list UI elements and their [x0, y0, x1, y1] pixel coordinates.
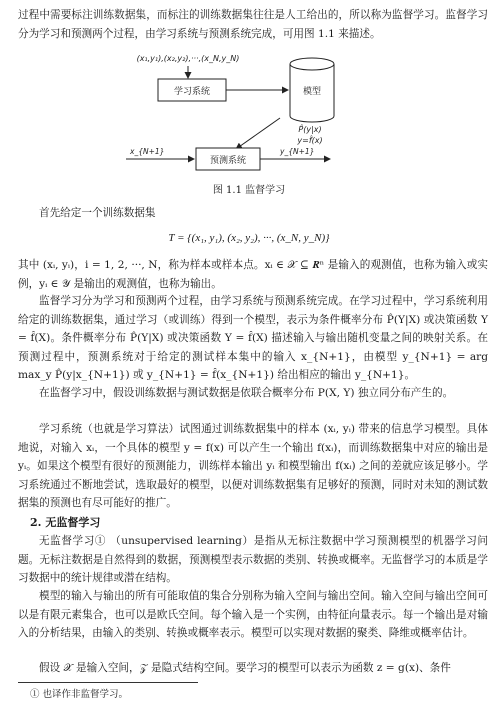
paragraph-input-output-space: 模型的输入与输出的所有可能取值的集合分别称为输入空间与输出空间。输入空间与输出空间可以是有限元素集合，也可以是欧氏空间。每个输入是一个实例，由特征向量表示。每一个输出是对输入的分析结果，由输入的类别、转换或概率表示。模型可以实现对数据的聚类、降维或概率估计。: [18, 590, 488, 639]
paragraph-learning-prediction: 监督学习分为学习和预测两个过程，由学习系统与预测系统完成。在学习过程中，学习系统利用给定的训练数据集，通过学习（或训练）得到一个模型，表示为条件概率分布 P̂(Y|X) 或决策函数 Y = f̂(X)。条件概率分布 P̂(Y|X) 或决策函数 Y = f̂(X) 描述输入与输出随机变量之间的映射关系。在预测过程中，预测系统对于给定的测试样本集中的输入 x_{N+1}，由模型 y_{N+1} = arg max_y P̂(y|x_{N+1}) 或 y_{N+1} = f̂(x_{N+1}) 给出相应的输出 y_{N+1}。: [18, 295, 488, 381]
paragraph-intro: 过程中需要标注训练数据集，而标注的训练数据集往往是人工给出的，所以称为监督学习。监督学习分为学习和预测两个过程，由学习系统与预测系统完成，可用图 1.1 来描述。: [18, 9, 488, 40]
paragraph-training-set: 首先给定一个训练数据集: [39, 207, 156, 219]
footnote-divider: [18, 682, 198, 683]
input-label: x_{N+1}: [130, 147, 165, 156]
paragraph-unsupervised-def: 无监督学习① （unsupervised learning）是指从无标注数据中学习预测模型的机器学习问题。无标注数据是自然得到的数据，预测模型表示数据的类别、转换或概率。无监督学习的本质是学习数据中的统计规律或潜在结构。: [18, 535, 488, 584]
predict-system-label: 预测系统: [209, 156, 247, 166]
figure-supervised-learning: [120, 52, 370, 180]
model-label: 模型: [302, 87, 322, 97]
paragraph-learning-system: 学习系统（也就是学习算法）试图通过训练数据集中的样本 (xᵢ, yᵢ) 带来的信息学习模型。具体地说，对输入 xᵢ，一个具体的模型 y = f(x) 可以产生一个输出 f(xᵢ)，而训练数据集中对应的输出是 yᵢ。如果这个模型有很好的预测能力，训练样本输出 yᵢ 和模型输出 f(xᵢ) 之间的差就应该足够小。学习系统通过不断地尝试，选取最好的模型，以便对训练数据集有足够好的预测，同时对未知的测试数据集的预测也有尽可能好的推广。: [18, 423, 488, 509]
paragraph-latent-space: 假设 𝒳 是输入空间，𝒵 是隐式结构空间。要学习的模型可以表示为函数 z = g(x)、条件: [39, 662, 451, 674]
paragraph-iid-assumption: 在监督学习中，假设训练数据与测试数据是依联合概率分布 P(X, Y) 独立同分布产生的。: [39, 387, 454, 399]
figure-caption: 图 1.1 监督学习: [212, 185, 286, 196]
learning-system-label: 学习系统: [173, 87, 211, 97]
paragraph-sample-points: 其中 (xᵢ, yᵢ)，i = 1, 2, ···, N，称为样本或样本点。xᵢ ∈ 𝒳 ⊆ 𝑹ⁿ 是输入的观测值，也称为输入或实例，yᵢ ∈ 𝒴 是输出的观测值，也称为输出。: [18, 259, 488, 290]
equation-training-set: T = {(x₁, y₁), (x₂, y₂), ···, (x_N, y_N)}: [168, 232, 330, 244]
figure-data-label: (x₁,y₁),(x₂,y₂),···,(x_N,y_N): [136, 54, 240, 63]
model-formula-2: y=f̂(x): [297, 136, 323, 145]
model-formula-1: P̂(y|x): [298, 125, 322, 134]
section-title-unsupervised: 2. 无监督学习: [30, 516, 101, 529]
footnote: ① 也译作非监督学习。: [30, 689, 129, 700]
output-label: y_{N+1}: [280, 147, 315, 156]
